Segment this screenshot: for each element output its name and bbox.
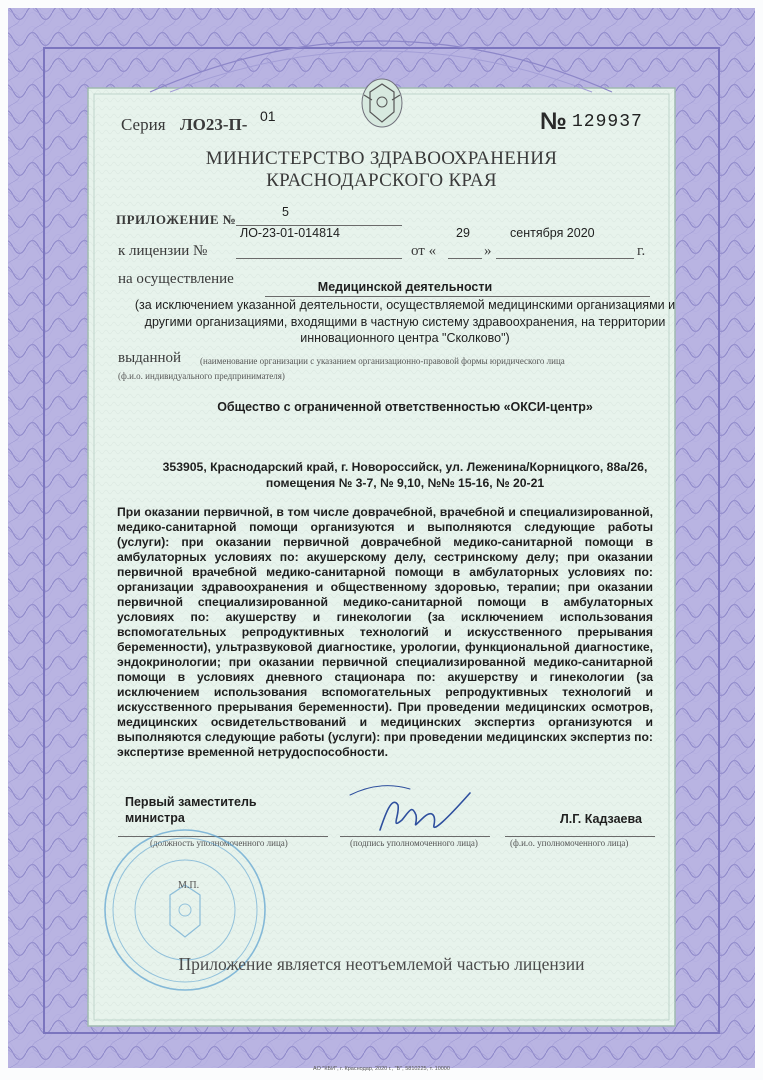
coat-of-arms-emblem bbox=[362, 79, 402, 127]
signature-hint: (подпись уполномоченного лица) bbox=[350, 838, 478, 848]
organization-name: Общество с ограниченной ответственностью «ОКСИ-центр» bbox=[217, 400, 593, 414]
issued-label: выданной bbox=[118, 350, 182, 366]
license-number: ЛО-23-01-014814 bbox=[240, 226, 340, 240]
license-month-year: сентября 2020 bbox=[510, 226, 595, 240]
position-hint: (должность уполномоченного лица) bbox=[150, 838, 288, 848]
license-year-suffix: г. bbox=[637, 243, 646, 259]
name-underline bbox=[505, 836, 655, 837]
handwritten-signature bbox=[340, 775, 490, 845]
signature-underline bbox=[340, 836, 490, 837]
series-code: ЛО23-П- bbox=[180, 115, 248, 134]
document-number: 129937 bbox=[572, 112, 643, 132]
ministry-title-line1: МИНИСТЕРСТВО ЗДРАВООХРАНЕНИЯ bbox=[205, 148, 558, 169]
stamp-label: М.П. bbox=[178, 880, 200, 891]
license-day: 29 bbox=[456, 226, 470, 240]
activity-label: на осуществление bbox=[118, 271, 234, 287]
printer-imprint: АО "КБИ", г. Краснодар, 2020 г., "Б", 5810225, т. 10000 bbox=[313, 1066, 450, 1072]
appendix-number: 5 bbox=[282, 205, 289, 219]
address-line1: 353905, Краснодарский край, г. Новороссийск, ул. Леженина/Корницкого, 88а/26, bbox=[162, 460, 648, 474]
license-label: к лицензии № bbox=[118, 243, 208, 259]
services-description: При оказании первичной, в том числе доврачебной, врачебной и специализированной, медико-санитарной помощи организуются и выполняются следующие работы (услуги): при оказании первичной доврачебной медико-санитарной помощи в амбулаторных условиях по: акушерскому делу, сестринскому делу; при оказании первичной врачебной медико-санитарной помощи в амбулаторных условиях по: организации здравоохранения и общественному здоровью, терапии; при оказании первичной специализированной медико-санитарной помощи в амбулаторных условиях по: акушерству и гинекологии (за исключением использования вспомогательных репродуктивных технологий и искусственного прерывания беременности), ультразвуковой диагностике, урологии, функциональной диагностике, эндокринологии; при оказании первичной специализированной медико-санитарной помощи в условиях дневного стационара по: акушерству и гинекологии (за исключением использования вспомогательных репродуктивных технологий и искусственного прерывания беременности). При проведении медицинских осмотров, медицинских освидетельствований и медицинских экспертиз организуются и выполняются следующие работы (услуги): при проведении медицинских экспертиз по: экспертизе временной нетрудоспособности. bbox=[117, 505, 653, 759]
license-day-underline bbox=[448, 258, 482, 259]
activity-title: Медицинской деятельности bbox=[317, 280, 493, 294]
name-hint: (ф.и.о. уполномоченного лица) bbox=[510, 838, 629, 848]
license-number-underline bbox=[236, 258, 402, 259]
license-from-label: от « bbox=[411, 243, 437, 259]
license-month-underline bbox=[496, 258, 634, 259]
activity-details: (за исключением указанной деятельности, осуществляемой медицинскими организациями и другими организациями, входящими в частную систему здравоохранения, на территории инновационного центра "Сколково") bbox=[134, 298, 676, 345]
position-line2: министра bbox=[125, 811, 185, 825]
series-label: Серия bbox=[121, 115, 166, 134]
appendix-label: ПРИЛОЖЕНИЕ № bbox=[116, 212, 237, 227]
number-label: № bbox=[540, 108, 567, 135]
series-suffix: 01 bbox=[260, 108, 276, 124]
position-line1: Первый заместитель bbox=[125, 795, 257, 809]
ministry-title-line2: КРАСНОДАРСКОГО КРАЯ bbox=[266, 170, 497, 191]
address-line2: помещения № 3-7, № 9,10, №№ 15-16, № 20-21 bbox=[265, 476, 545, 490]
footer-note: Приложение является неотъемлемой частью лицензии bbox=[178, 954, 585, 974]
issued-hint-line1: (наименование организации с указанием организационно-правовой формы юридического лица bbox=[200, 356, 565, 366]
issued-hint-line2: (ф.и.о. индивидуального предпринимателя) bbox=[118, 371, 285, 381]
signatory-name: Л.Г. Кадзаева bbox=[560, 812, 642, 826]
license-close-quote: » bbox=[484, 243, 492, 259]
